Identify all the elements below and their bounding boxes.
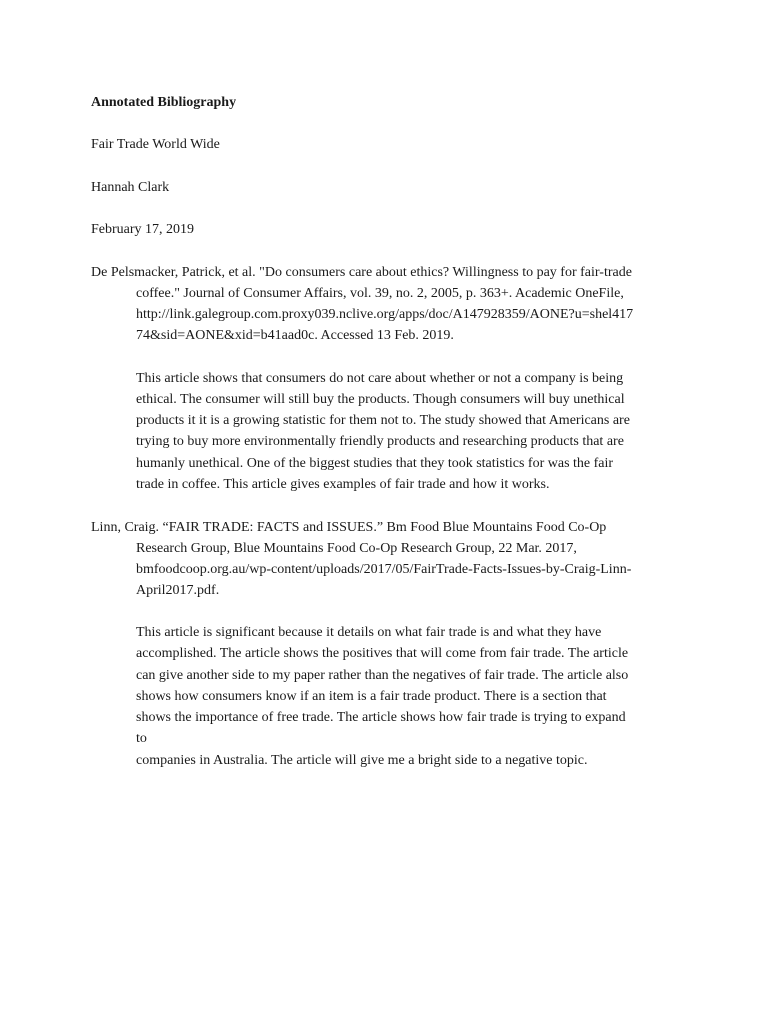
citation-line: De Pelsmacker, Patrick, et al. "Do consumers care about ethics? Willingness to pay for fair-trade xyxy=(91,265,632,280)
document-topic: Fair Trade World Wide xyxy=(91,137,220,152)
annotation-line: products it it is a growing statistic for them not to. The study showed that Americans are xyxy=(136,413,630,428)
citation-line: coffee." Journal of Consumer Affairs, vol. 39, no. 2, 2005, p. 363+. Academic OneFile, xyxy=(136,286,624,301)
citation-line: bmfoodcoop.org.au/wp-content/uploads/2017/05/FairTrade-Facts-Issues-by-Craig-Linn- xyxy=(136,562,632,577)
annotation-line: humanly unethical. One of the biggest studies that they took statistics for was the fair xyxy=(136,456,614,471)
annotation-line: companies in Australia. The article will give me a bright side to a negative topic. xyxy=(136,753,588,768)
annotation-line: shows how consumers know if an item is a fair trade product. There is a section that xyxy=(136,689,607,704)
annotation-line: to xyxy=(136,731,147,746)
citation-line: 74&sid=AONE&xid=b41aad0c. Accessed 13 Feb. 2019. xyxy=(136,328,454,343)
annotation-line: accomplished. The article shows the positives that will come from fair trade. The article xyxy=(136,646,629,661)
annotation-line: shows the importance of free trade. The article shows how fair trade is trying to expand xyxy=(136,710,626,725)
annotation-line: ethical. The consumer will still buy the products. Though consumers will buy unethical xyxy=(136,392,625,407)
annotation-line: This article is significant because it details on what fair trade is and what they have xyxy=(136,625,602,640)
annotation-line: can give another side to my paper rather than the negatives of fair trade. The article also xyxy=(136,668,629,683)
annotation-line: trade in coffee. This article gives examples of fair trade and how it works. xyxy=(136,477,550,492)
document-date: February 17, 2019 xyxy=(91,222,195,237)
citation-line: Linn, Craig. “FAIR TRADE: FACTS and ISSUES.” Bm Food Blue Mountains Food Co-Op xyxy=(91,520,607,535)
annotation-line: trying to buy more environmentally friendly products and researching products that are xyxy=(136,434,624,449)
citation-line: http://link.galegroup.com.proxy039.nclive.org/apps/doc/A147928359/AONE?u=shel417 xyxy=(136,307,634,322)
document-author: Hannah Clark xyxy=(91,180,170,195)
document-title: Annotated Bibliography xyxy=(91,95,237,110)
annotation-line: This article shows that consumers do not care about whether or not a company is being xyxy=(136,371,624,386)
citation-line: April2017.pdf. xyxy=(136,583,220,598)
citation-line: Research Group, Blue Mountains Food Co-Op Research Group, 22 Mar. 2017, xyxy=(136,541,577,556)
